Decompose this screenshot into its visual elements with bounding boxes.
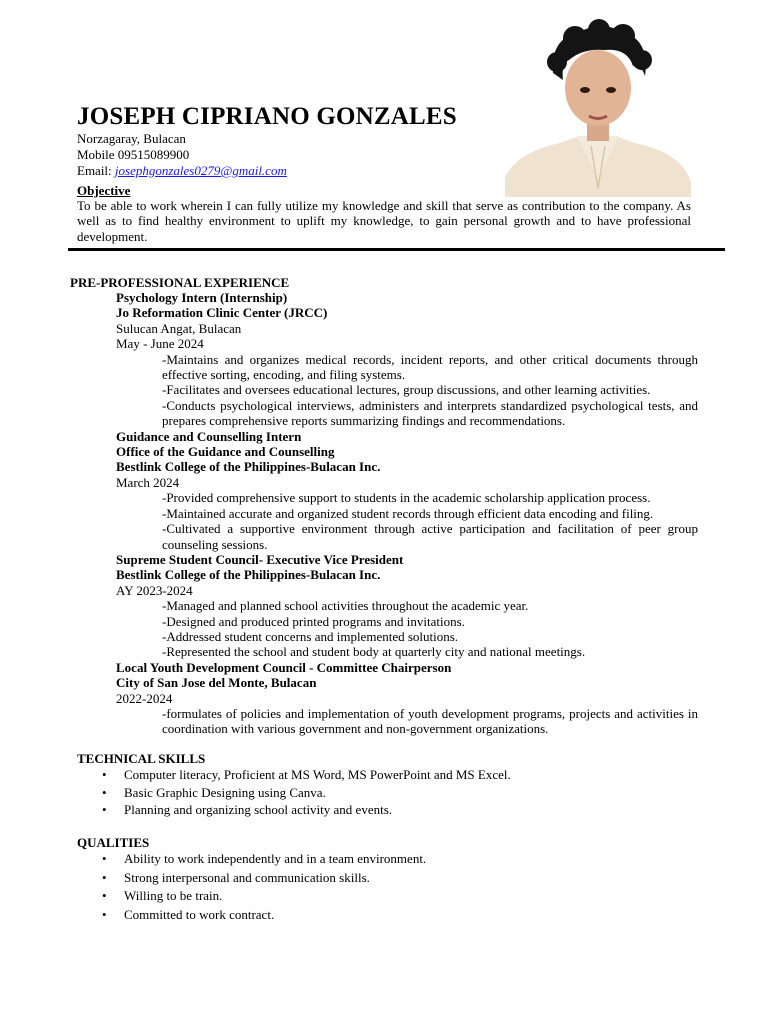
technical-skills-heading: TECHNICAL SKILLS xyxy=(77,751,206,766)
experience-duty: -Conducts psychological interviews, administers and interprets standardized psychological tests, and prepares comprehensive reports summarizing findings and recommendations. xyxy=(162,397,698,429)
experience-duty: -Managed and planned school activities throughout the academic year. xyxy=(162,598,529,614)
experience-date: March 2024 xyxy=(116,474,180,490)
qualities-heading: QUALITIES xyxy=(77,835,150,850)
quality-text: Strong interpersonal and communication skills. xyxy=(124,869,370,885)
list-item xyxy=(78,851,426,870)
qualities-list xyxy=(78,851,426,925)
experience-duty: -Maintained accurate and organized student records through efficient data encoding and filing. xyxy=(162,505,654,521)
quality-text: Willing to be train. xyxy=(124,888,223,903)
technical-skills-list xyxy=(78,767,511,820)
experience-date: AY 2023-2024 xyxy=(116,582,193,598)
applicant-name: JOSEPH CIPRIANO GONZALES xyxy=(77,103,457,130)
experience-role: Guidance and Counselling Intern xyxy=(116,428,302,444)
list-item xyxy=(78,767,511,785)
bullet-icon: • xyxy=(102,767,107,782)
profile-photo-illustration xyxy=(505,18,691,197)
experience-role: Psychology Intern (Internship) xyxy=(116,290,288,305)
experience-heading: PRE-PROFESSIONAL EXPERIENCE xyxy=(70,275,290,290)
email-label: Email: xyxy=(77,163,115,178)
address: Norzagaray, Bulacan xyxy=(77,131,186,146)
objective-text: To be able to work wherein I can fully utilize my knowledge and skill that serve as contribution to the company. As well as to find healthy environment to uplift my knowledge, to gain personal growth and to have professional development. xyxy=(77,198,691,244)
experience-duty: -formulates of policies and implementation of youth development programs, projects and activities in coordination with various government and non-government organizations. xyxy=(162,705,698,737)
quality-text: Ability to work independently and in a team environment. xyxy=(124,851,427,866)
experience-duty: -Represented the school and student body at quarterly city and national meetings. xyxy=(162,644,586,660)
contact-block xyxy=(77,131,287,179)
list-item xyxy=(78,907,426,926)
experience-role: Local Youth Development Council - Committee Chairperson xyxy=(116,659,452,675)
experience-duty: -Cultivated a supportive environment through active participation and facilitation of peer group counseling sessions. xyxy=(162,521,698,552)
experience-duty: -Maintains and organizes medical records, incident reports, and other critical documents through effective sorting, encoding, and filing systems. xyxy=(162,351,698,383)
list-item xyxy=(78,888,426,907)
experience-duty: -Addressed student concerns and implemented solutions. xyxy=(162,628,459,644)
bullet-icon: • xyxy=(102,869,107,885)
list-item xyxy=(78,802,511,820)
bullet-icon: • xyxy=(102,906,107,922)
experience-role: Supreme Student Council- Executive Vice President xyxy=(116,551,404,567)
experience-date: May - June 2024 xyxy=(116,336,204,352)
bullet-icon: • xyxy=(102,802,107,817)
experience-duty: -Designed and produced printed programs and invitations. xyxy=(162,613,465,629)
email-link[interactable]: josephgonzales0279@gmail.com xyxy=(114,163,287,178)
list-item xyxy=(78,870,426,889)
email-line xyxy=(77,163,287,179)
quality-text: Committed to work contract. xyxy=(124,906,275,922)
experience-entry xyxy=(116,290,698,429)
objective-heading: Objective xyxy=(77,183,131,198)
skill-text: Computer literacy, Proficient at MS Word, MS PowerPoint and MS Excel. xyxy=(124,767,511,782)
header-divider xyxy=(68,248,725,251)
experience-org: Jo Reformation Clinic Center (JRCC) xyxy=(116,305,328,321)
bullet-icon: • xyxy=(102,851,107,866)
experience-org: Office of the Guidance and Counselling xyxy=(116,444,335,460)
skill-text: Planning and organizing school activity and events. xyxy=(124,802,393,817)
experience-date: 2022-2024 xyxy=(116,690,173,706)
experience-duty: -Facilitates and oversees educational lectures, group discussions, and other learning activities. xyxy=(162,382,651,398)
list-item xyxy=(78,785,511,803)
experience-entry xyxy=(116,660,698,737)
mobile-number: Mobile 09515089900 xyxy=(77,147,190,162)
bullet-icon: • xyxy=(102,888,107,903)
experience-org-secondary: Bestlink College of the Philippines-Bulacan Inc. xyxy=(116,459,381,475)
experience-org: City of San Jose del Monte, Bulacan xyxy=(116,675,317,691)
experience-list xyxy=(116,290,698,737)
skill-text: Basic Graphic Designing using Canva. xyxy=(124,784,326,800)
bullet-icon: • xyxy=(102,784,107,800)
experience-entry xyxy=(116,429,698,552)
experience-location: Sulucan Angat, Bulacan xyxy=(116,320,242,336)
experience-org: Bestlink College of the Philippines-Bulacan Inc. xyxy=(116,567,381,583)
experience-entry xyxy=(116,552,698,660)
experience-duty: -Provided comprehensive support to students in the academic scholarship application process. xyxy=(162,490,651,506)
profile-photo xyxy=(505,18,691,197)
